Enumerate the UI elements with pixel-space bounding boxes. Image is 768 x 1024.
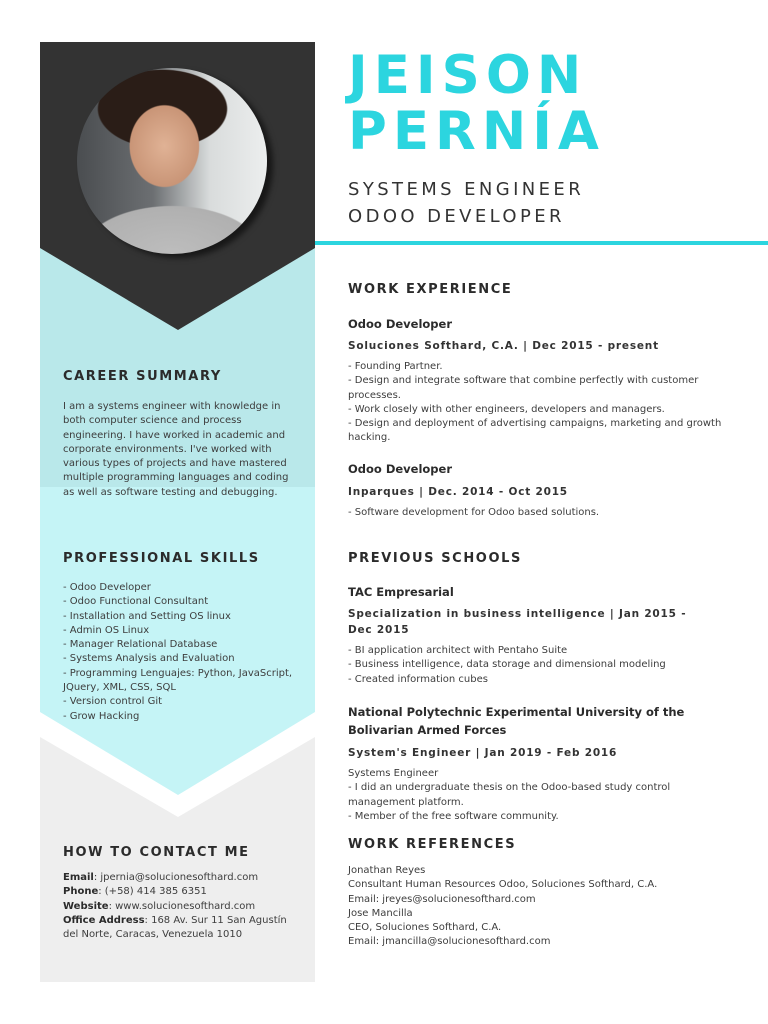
job-line: - Design and integrate software that combine perfectly with customer processes. (348, 375, 699, 401)
school-detail: Specialization in business intelligence | Jan 2015 - Dec 2015 (348, 608, 687, 636)
reference-line: Email: jmancilla@solucionesofthard.com (348, 936, 551, 948)
skill-item: - Programming Lenguajes: Python, JavaScript, JQuery, XML, CSS, SQL (63, 667, 293, 694)
school-line: Systems Engineer (348, 768, 439, 779)
school-line: - Created information cubes (348, 673, 488, 685)
job-company: Soluciones Softhard, C.A. | Dec 2015 - present (348, 340, 659, 352)
school-detail: System's Engineer | Jan 2019 - Feb 2016 (348, 747, 618, 759)
contact-info (63, 871, 298, 942)
schools-heading: PREVIOUS SCHOOLS (348, 551, 522, 566)
website-label: Website (63, 900, 109, 912)
career-summary-text: I am a systems engineer with knowledge in both computer science and process engineering. I have worked in academic and corporate environments. I've worked with various types of projects and have mastered multiple programming languages and coding as well as software testing and debugging. (63, 401, 289, 498)
website-value[interactable]: : www.solucionesofthard.com (108, 900, 256, 912)
job-line: - Software development for Odoo based solutions. (348, 507, 600, 518)
skills-list (63, 581, 298, 724)
job-titles (348, 176, 584, 230)
skill-item: - Odoo Developer (63, 582, 151, 593)
school-line: - Business intelligence, data storage and dimensional modeling (348, 659, 666, 671)
email-value[interactable]: : jpernia@solucionesofthard.com (93, 872, 259, 883)
skills-heading: PROFESSIONAL SKILLS (63, 551, 260, 566)
skill-item: - Version control Git (63, 696, 163, 708)
skill-item: - Grow Hacking (63, 710, 140, 722)
job-line: - Design and deployment of advertising campaigns, marketing and growth hacking. (348, 418, 722, 444)
school-description (348, 644, 728, 687)
job-company: Inparques | Dec. 2014 - Oct 2015 (348, 486, 568, 498)
work-experience-heading: WORK EXPERIENCE (348, 282, 513, 297)
skill-item: - Odoo Functional Consultant (63, 596, 209, 608)
job-title: Odoo Developer (348, 317, 452, 331)
reference-line: Jose Mancilla (348, 907, 413, 919)
title-line: ODOO DEVELOPER (348, 206, 565, 227)
school-line: - Member of the free software community. (348, 810, 559, 822)
address-label: Office Address (63, 914, 145, 926)
first-name: JEISON (348, 45, 588, 106)
skill-item: - Systems Analysis and Evaluation (63, 653, 235, 665)
phone-value: : (+58) 414 385 6351 (98, 886, 207, 898)
skill-item: - Manager Relational Database (63, 639, 218, 651)
job-title: Odoo Developer (348, 462, 452, 476)
career-summary-heading: CAREER SUMMARY (63, 369, 222, 384)
reference-line: Consultant Human Resources Odoo, Soluciones Softhard, C.A. (348, 879, 658, 891)
school-name: National Polytechnic Experimental University of the Bolivarian Armed Forces (348, 705, 685, 737)
school-line: - I did an undergraduate thesis on the Odoo-based study control management platform. (348, 782, 671, 808)
references-heading: WORK REFERENCES (348, 837, 517, 852)
address-value: : 168 Av. Sur 11 San Agustín del Norte, Caracas, Venezuela 1010 (63, 914, 287, 941)
skill-item: - Admin OS Linux (63, 624, 150, 636)
references-list (348, 864, 728, 950)
contact-heading: HOW TO CONTACT ME (63, 845, 250, 860)
last-name: PERNÍA (348, 101, 605, 162)
accent-divider (315, 241, 768, 245)
school-name: TAC Empresarial (348, 585, 454, 599)
phone-label: Phone (63, 886, 99, 898)
full-name (348, 45, 605, 162)
email-label: Email (63, 872, 94, 883)
skill-item: - Installation and Setting OS linux (63, 610, 231, 622)
job-description (348, 360, 728, 446)
reference-line: Jonathan Reyes (348, 865, 426, 876)
school-description (348, 767, 728, 824)
job-line: - Founding Partner. (348, 361, 443, 372)
job-line: - Work closely with other engineers, developers and managers. (348, 403, 665, 415)
title-line: SYSTEMS ENGINEER (348, 179, 585, 200)
reference-line: CEO, Soluciones Softhard, C.A. (348, 922, 502, 934)
school-line: - BI application architect with Pentaho Suite (348, 645, 568, 656)
job-description (348, 506, 728, 520)
reference-line: Email: jreyes@solucionesofthard.com (348, 893, 536, 905)
profile-photo (77, 68, 267, 254)
